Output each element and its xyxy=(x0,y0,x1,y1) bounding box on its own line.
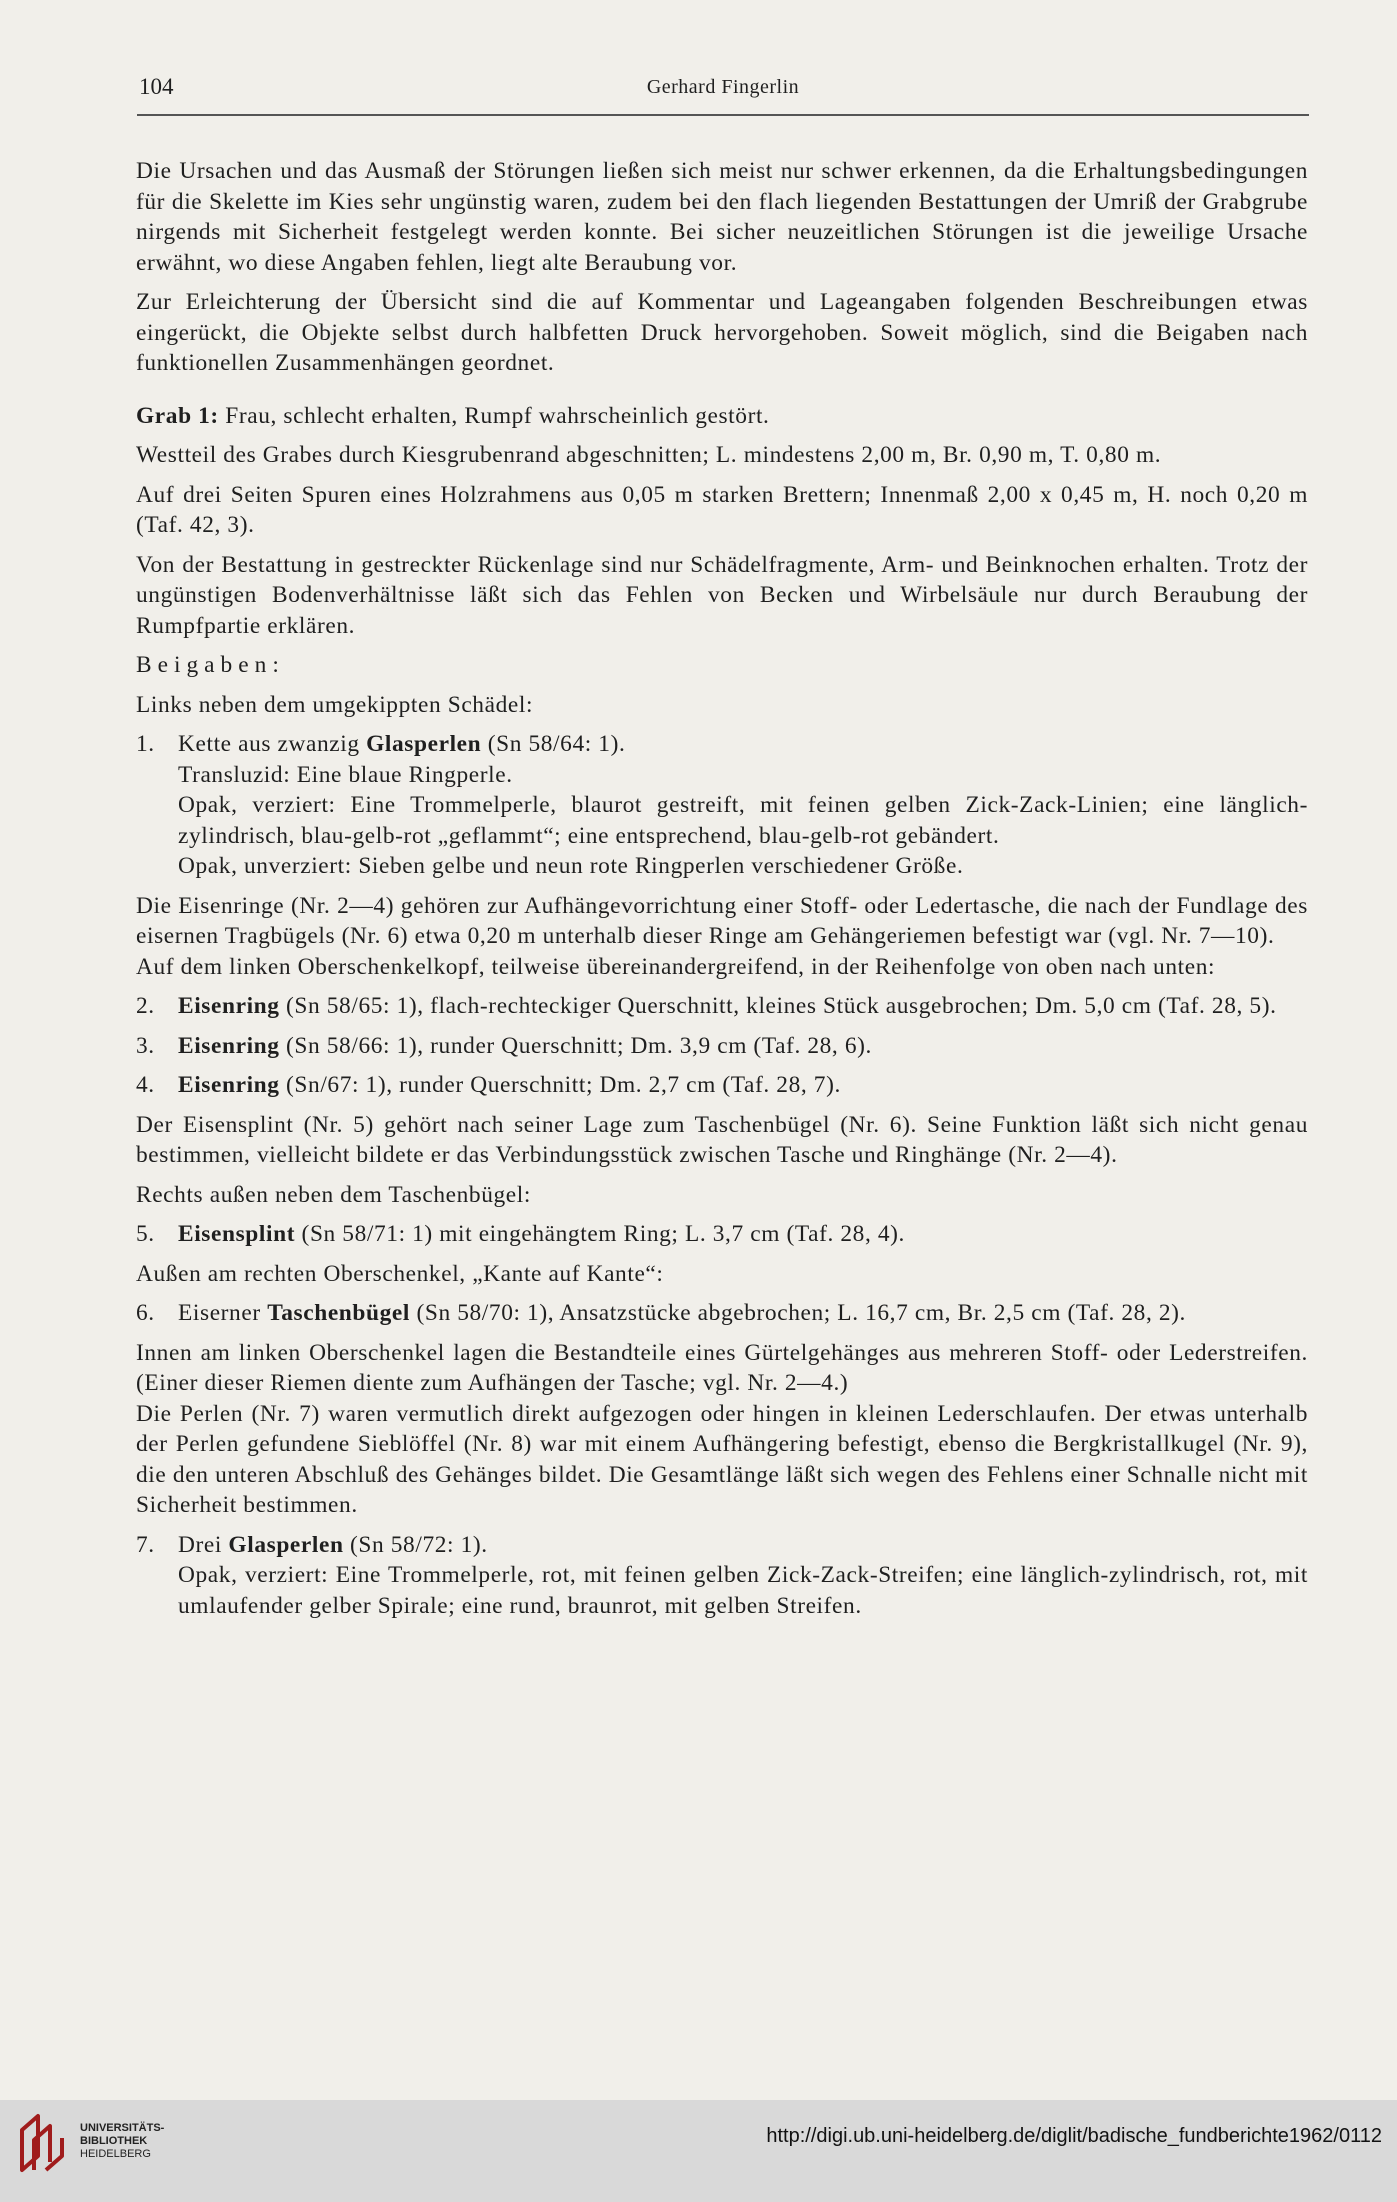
item-text: (Sn 58/71: 1) mit eingehängtem Ring; L. 3,7 cm (Taf. 28, 4). xyxy=(295,1221,905,1247)
paragraph: Die Perlen (Nr. 7) waren vermutlich direkt aufgezogen oder hingen in kleinen Lederschlaufen. Der etwas unterhalb der Perlen gefundene Sieblöffel (Nr. 8) war mit einem Aufhängering befestigt, ebenso die Bergkristallkugel (Nr. 9), die den unteren Abschluß des Gehänges bildet. Die Gesamtlänge läßt sich wegen des Fehlens einer Schnalle nicht mit Sicherheit bestimmen. xyxy=(136,1400,1308,1518)
item-number: 3. xyxy=(136,1032,155,1059)
paragraph: Die Eisenringe (Nr. 2—4) gehören zur Aufhängevorrichtung einer Stoff- oder Ledertasche, die nach der Fundlage des eisernen Tragbügels (Nr. 6) etwa 0,20 m unterhalb dieser Ringe am Gehängeriemen befestigt war (vgl. Nr. 7—10). xyxy=(136,892,1308,949)
section-label: Beigaben: xyxy=(136,652,285,678)
list-item xyxy=(136,1298,1308,1329)
paragraph: Der Eisensplint (Nr. 5) gehört nach seiner Lage zum Taschenbügel (Nr. 6). Seine Funktion läßt sich nicht genau bestimmen, vielleicht bildete er das Verbindungsstück zwischen Tasche und Ringhänge (Nr. 2—4). xyxy=(136,1111,1308,1168)
item-number: 4. xyxy=(136,1072,155,1098)
list-item xyxy=(136,1530,1308,1622)
item-title xyxy=(178,1031,1308,1062)
paragraph: Links neben dem umgekippten Schädel: xyxy=(136,691,534,718)
item-title xyxy=(178,1219,1308,1250)
library-name-line: HEIDELBERG xyxy=(80,2148,151,2160)
item-title xyxy=(178,1070,1308,1101)
list-item xyxy=(136,1070,1308,1101)
item-title xyxy=(178,729,1308,760)
item-text: (Sn 58/70: 1), Ansatzstücke abgebrochen; L. 16,7 cm, Br. 2,5 cm (Taf. 28, 2). xyxy=(410,1300,1186,1326)
item-object: Eisenring xyxy=(178,1072,280,1098)
list-item xyxy=(136,729,1308,882)
item-detail: Opak, unverziert: Sieben gelbe und neun rote Ringperlen verschiedener Größe. xyxy=(178,853,964,879)
library-name-line: BIBLIOTHEK xyxy=(80,2135,148,2147)
item-number: 5. xyxy=(136,1221,155,1247)
paragraph: Von der Bestattung in gestreckter Rückenlage sind nur Schädelfragmente, Arm- und Beinknochen erhalten. Trotz der ungünstigen Bodenverhältnisse läßt sich das Fehlen von Becken und Wirbelsäule nur durch Beraubung der Rumpfpartie erklären. xyxy=(136,551,1308,639)
item-text: (Sn/67: 1), runder Querschnitt; Dm. 2,7 cm (Taf. 28, 7). xyxy=(279,1072,841,1098)
item-text: Kette aus zwanzig xyxy=(178,731,367,757)
item-object: Glasperlen xyxy=(366,731,482,757)
item-object: Eisenring xyxy=(178,993,280,1019)
item-text: (Sn 58/64: 1). xyxy=(481,731,626,757)
item-text: (Sn 58/65: 1), flach-rechteckiger Querschnitt, kleines Stück ausgebrochen; Dm. 5,0 cm (Taf. 28, 5). xyxy=(279,993,1277,1019)
item-detail: Opak, verziert: Eine Trommelperle, blaurot gestreift, mit feinen gelben Zick-Zack-Linien; eine länglich-zylindrisch, blau-gelb-rot „geflammt“; eine entsprechend, blau-gelb-rot gebändert. xyxy=(178,792,1308,849)
paragraph: Rechts außen neben dem Taschenbügel: xyxy=(136,1181,531,1208)
list-item xyxy=(136,991,1308,1022)
item-object: Eisensplint xyxy=(178,1221,296,1247)
item-detail: Transluzid: Eine blaue Ringperle. xyxy=(178,761,513,788)
item-object: Glasperlen xyxy=(228,1531,344,1558)
library-name xyxy=(80,2122,164,2161)
body-text xyxy=(136,156,1308,1621)
library-logo-icon xyxy=(16,2112,68,2174)
item-number: 1. xyxy=(136,731,155,757)
item-text: Drei xyxy=(178,1531,229,1558)
item-object: Taschenbügel xyxy=(267,1300,411,1326)
grave-description: Frau, schlecht erhalten, Rumpf wahrscheinlich gestört. xyxy=(218,402,770,429)
source-url-link[interactable]: http://digi.ub.uni-heidelberg.de/diglit/badische_fundberichte1962/0112 xyxy=(766,2125,1382,2147)
item-title xyxy=(178,991,1308,1022)
item-number: 6. xyxy=(136,1300,155,1326)
page-header xyxy=(137,74,1309,116)
item-title xyxy=(178,1530,1308,1561)
running-head: Gerhard Fingerlin xyxy=(646,76,800,98)
library-name-line: UNIVERSITÄTS- xyxy=(80,2122,165,2134)
item-number: 2. xyxy=(136,993,155,1019)
grave-heading xyxy=(136,401,1308,432)
paragraph: Außen am rechten Oberschenkel, „Kante auf Kante“: xyxy=(136,1260,664,1287)
page-number: 104 xyxy=(139,74,174,99)
list-item xyxy=(136,1219,1308,1250)
library-footer xyxy=(0,2100,1397,2202)
item-object: Eisenring xyxy=(178,1032,280,1059)
grave-label: Grab 1: xyxy=(136,402,219,429)
paragraph: Zur Erleichterung der Übersicht sind die auf Kommentar und Lageangaben folgenden Beschreibungen etwas eingerückt, die Objekte selbst durch halbfetten Druck hervorgehoben. Soweit möglich, sind die Beigaben nach funktionellen Zusammenhängen geordnet. xyxy=(136,289,1308,376)
paragraph: Westteil des Grabes durch Kiesgrubenrand abgeschnitten; L. mindestens 2,00 m, Br. 0,90 m, T. 0,80 m. xyxy=(136,442,1162,468)
paragraph: Auf dem linken Oberschenkelkopf, teilweise übereinandergreifend, in der Reihenfolge von oben nach unten: xyxy=(136,953,1216,980)
item-text: (Sn 58/66: 1), runder Querschnitt; Dm. 3,9 cm (Taf. 28, 6). xyxy=(279,1032,872,1059)
item-title xyxy=(178,1298,1308,1329)
item-number: 7. xyxy=(136,1531,155,1558)
list-item xyxy=(136,1031,1308,1062)
item-text: (Sn 58/72: 1). xyxy=(343,1531,488,1558)
paragraph: Auf drei Seiten Spuren eines Holzrahmens aus 0,05 m starken Brettern; Innenmaß 2,00 x 0,45 m, H. noch 0,20 m (Taf. 42, 3). xyxy=(136,481,1308,538)
item-text: Eiserner xyxy=(178,1300,268,1326)
item-detail: Opak, verziert: Eine Trommelperle, rot, mit feinen gelben Zick-Zack-Streifen; eine länglich-zylindrisch, rot, mit umlaufender gelber Spirale; eine rund, braunrot, mit gelben Streifen. xyxy=(178,1562,1308,1619)
paragraph: Die Ursachen und das Ausmaß der Störungen ließen sich meist nur schwer erkennen, da die Erhaltungsbedingungen für die Skelette im Kies sehr ungünstig waren, zudem bei den flach liegenden Bestattungen der Umriß der Grabgrube nirgends mit Sicherheit festgelegt werden konnte. Bei sicher neuzeitlichen Störungen ist die jeweilige Ursache erwähnt, wo diese Angaben fehlen, liegt alte Beraubung vor. xyxy=(136,158,1308,276)
paragraph: Innen am linken Oberschenkel lagen die Bestandteile eines Gürtelgehänges aus mehreren Stoff- oder Lederstreifen. (Einer dieser Riemen diente zum Aufhängen der Tasche; vgl. Nr. 2—4.) xyxy=(136,1339,1308,1396)
